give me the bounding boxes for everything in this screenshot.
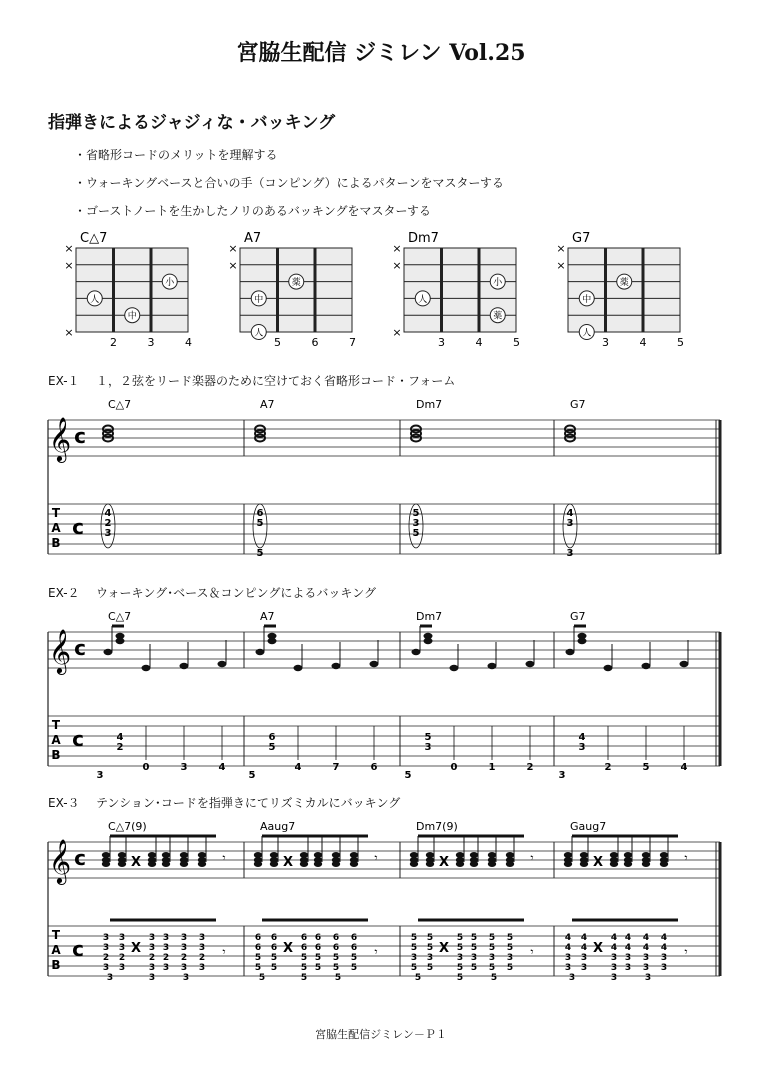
treble-clef-icon: 𝄞 [48, 417, 72, 461]
tab-number: 2 [102, 953, 110, 963]
tab-number: 3 [506, 953, 514, 963]
tab-number: 3 [118, 943, 126, 953]
tab-number: 3 [456, 953, 464, 963]
note-head [412, 649, 421, 655]
ghost-note: X [130, 941, 142, 956]
tab-label-a: A [51, 733, 61, 747]
tab-number: 4 [642, 943, 650, 953]
tab-number: 4 [624, 933, 632, 943]
note-head [142, 665, 151, 671]
tab-number: 3 [106, 973, 114, 983]
tab-number: 5 [314, 953, 322, 963]
chord-diagram [390, 228, 520, 350]
tab-number: 4 [294, 762, 302, 773]
tab-number: 5 [456, 933, 464, 943]
tab-number: 3 [102, 933, 110, 943]
note-head [642, 663, 651, 669]
tab-number: 3 [624, 953, 632, 963]
eighth-rest-icon: 𝄾 [684, 945, 688, 959]
note-head [566, 649, 575, 655]
tab-number: 5 [426, 963, 434, 973]
tab-number: 5 [426, 943, 434, 953]
fretboard [240, 248, 352, 332]
example-number: EX-２ [48, 586, 80, 600]
tab-number: 1 [488, 762, 496, 773]
tab-number: 5 [256, 518, 264, 529]
tab-number: 5 [334, 973, 342, 983]
mute-mark: × [392, 242, 402, 255]
tab-number: 3 [180, 963, 188, 973]
tab-number: 5 [488, 943, 496, 953]
mute-mark: × [392, 326, 402, 339]
tab-number: 5 [414, 973, 422, 983]
tab-label-a: A [51, 943, 61, 957]
tab-number: 3 [642, 953, 650, 963]
tab-number: 3 [488, 953, 496, 963]
finger-label: 小 [493, 278, 503, 289]
eighth-rest-icon: 𝄾 [222, 851, 226, 865]
tab-number: 0 [450, 762, 458, 773]
tab-number: 3 [148, 933, 156, 943]
section-heading: 指弾きによるジャジィな・バッキング [48, 113, 336, 133]
notation-system [0, 592, 762, 792]
fret-number: 3 [147, 336, 155, 349]
tab-number: 3 [198, 963, 206, 973]
tab-number: 5 [270, 963, 278, 973]
note-head [580, 861, 588, 867]
tab-number: 5 [332, 953, 340, 963]
note-head [180, 861, 188, 867]
eighth-rest-icon: 𝄾 [374, 851, 378, 865]
note-head [642, 861, 650, 867]
tab-time-signature: c [72, 727, 84, 751]
tab-number: 3 [410, 953, 418, 963]
finger-label: 中 [582, 294, 592, 305]
ghost-note: X [282, 941, 294, 956]
treble-clef-icon: 𝄞 [48, 629, 72, 673]
mute-mark: × [228, 242, 238, 255]
note-head [370, 661, 379, 667]
tab-number: 6 [270, 933, 278, 943]
tab-number: 3 [660, 963, 668, 973]
fretboard [568, 248, 680, 332]
note-head [488, 663, 497, 669]
tab-number: 3 [182, 973, 190, 983]
tab-number: 3 [102, 943, 110, 953]
tab-number: 0 [142, 762, 150, 773]
note-head [564, 861, 572, 867]
ghost-note: X [130, 855, 142, 870]
tab-number: 5 [506, 943, 514, 953]
tab-number: 3 [558, 770, 566, 781]
tab-number: 2 [104, 518, 112, 529]
tab-number: 3 [198, 943, 206, 953]
chord-symbol: A7 [260, 398, 275, 411]
tab-number: 3 [180, 762, 188, 773]
tab-number: 4 [566, 508, 574, 519]
tab-number: 3 [104, 528, 112, 539]
fret-number: 2 [110, 336, 117, 349]
page-title: 宮脇生配信 ジミレン Vol.25 [236, 40, 526, 66]
fret-number: 4 [185, 336, 192, 349]
ghost-note: X [282, 855, 294, 870]
tab-number: 5 [456, 973, 464, 983]
tab-number: 5 [268, 742, 276, 753]
time-signature: c [74, 424, 86, 448]
finger-label: 薬 [619, 278, 629, 289]
tab-number: 2 [118, 953, 126, 963]
tab-number: 4 [624, 943, 632, 953]
finger-label: 中 [254, 294, 264, 305]
tab-number: 3 [162, 943, 170, 953]
fret-number: 4 [639, 336, 647, 349]
tab-number: 3 [426, 953, 434, 963]
notation-system [0, 380, 762, 580]
note-head [118, 861, 126, 867]
tab-number: 3 [642, 963, 650, 973]
tab-number: 5 [506, 933, 514, 943]
tab-number: 5 [410, 963, 418, 973]
note-head [604, 665, 613, 671]
note-head [268, 638, 277, 644]
chord-symbol: C△7(9) [108, 820, 147, 833]
tab-number: 4 [564, 933, 572, 943]
tab-number: 2 [526, 762, 534, 773]
tab-number: 5 [470, 943, 478, 953]
tab-time-signature: c [72, 937, 84, 961]
fret-number: 3 [602, 336, 609, 349]
tab-label-a: A [51, 521, 61, 535]
chord-diagram [62, 228, 192, 350]
tab-number: 3 [578, 742, 586, 753]
tab-time-signature: c [72, 515, 84, 539]
ghost-note: X [592, 855, 604, 870]
tab-label-b: B [51, 958, 61, 972]
chord-symbol: G7 [570, 610, 586, 623]
chord-symbol: Dm7 [416, 398, 443, 411]
tab-number: 5 [410, 933, 418, 943]
fret-number: 5 [677, 336, 684, 349]
fret-number: 5 [513, 336, 520, 349]
ghost-note: X [592, 941, 604, 956]
tab-number: 3 [580, 953, 588, 963]
chord-symbol: Dm7(9) [416, 820, 458, 833]
eighth-rest-icon: 𝄾 [530, 945, 534, 959]
goal-bullet: ・ゴーストノートを生かしたノリのあるバッキングをマスターする [74, 204, 431, 218]
tab-number: 5 [350, 963, 358, 973]
chord-symbol: Gaug7 [570, 820, 607, 833]
eighth-rest-icon: 𝄾 [530, 851, 534, 865]
example-description: テンション･コードを指弾きにてリズミカルにバッキング [96, 796, 401, 810]
tab-number: 5 [488, 933, 496, 943]
tab-number: 3 [162, 933, 170, 943]
tab-number: 5 [456, 963, 464, 973]
tab-number: 3 [660, 953, 668, 963]
tab-number: 5 [642, 762, 650, 773]
time-signature: c [74, 636, 86, 660]
tab-number: 3 [568, 973, 576, 983]
goal-bullet: ・省略形コードのメリットを理解する [74, 148, 278, 162]
tab-number: 3 [564, 963, 572, 973]
note-head [332, 663, 341, 669]
mute-mark: × [64, 242, 74, 255]
chord-symbol: C△7 [108, 398, 132, 411]
tab-number: 3 [148, 943, 156, 953]
tab-number: 4 [104, 508, 112, 519]
fret-number: 5 [274, 336, 281, 349]
tab-number: 5 [412, 528, 420, 539]
example-description: ウォーキング･ベース＆コンピングによるバッキング [96, 586, 376, 600]
tab-number: 4 [610, 943, 618, 953]
tab-number: 5 [470, 963, 478, 973]
tab-number: 4 [610, 933, 618, 943]
tab-number: 5 [270, 953, 278, 963]
note-head [254, 861, 262, 867]
tab-number: 6 [370, 762, 378, 773]
note-head [506, 861, 514, 867]
note-head [410, 861, 418, 867]
chord-symbol: Aaug7 [260, 820, 296, 833]
eighth-rest-icon: 𝄾 [222, 945, 226, 959]
note-head [660, 861, 668, 867]
note-head [270, 861, 278, 867]
note-head [426, 861, 434, 867]
note-head [104, 649, 113, 655]
chord-name: C△7 [80, 231, 108, 246]
tab-number: 6 [300, 933, 308, 943]
tab-number: 4 [660, 933, 668, 943]
tab-number: 6 [332, 933, 340, 943]
tab-number: 5 [248, 770, 256, 781]
tab-number: 3 [470, 953, 478, 963]
tab-number: 3 [624, 963, 632, 973]
tab-number: 3 [412, 518, 420, 529]
tab-number: 4 [580, 943, 588, 953]
tab-label-t: T [51, 506, 61, 520]
tab-number: 4 [578, 732, 586, 743]
mute-mark: × [64, 258, 74, 272]
tab-number: 3 [96, 770, 104, 781]
tab-number: 3 [118, 963, 126, 973]
tab-number: 6 [256, 508, 264, 519]
tab-number: 4 [642, 933, 650, 943]
tab-number: 4 [116, 732, 124, 743]
tab-number: 2 [604, 762, 612, 773]
tab-number: 3 [180, 943, 188, 953]
chord-symbol: C△7 [108, 610, 132, 623]
note-head [332, 861, 340, 867]
chord-symbol: G7 [570, 398, 586, 411]
note-head [526, 661, 535, 667]
note-head [294, 665, 303, 671]
note-head [218, 661, 227, 667]
note-head [624, 861, 632, 867]
tab-number: 5 [300, 973, 308, 983]
tab-number: 5 [470, 933, 478, 943]
fret-number: 7 [349, 336, 356, 349]
chord-symbol: Dm7 [416, 610, 443, 623]
example-description: １，２弦をリード楽器のために空けておく省略形コード・フォーム [96, 374, 456, 388]
finger-label: 薬 [493, 311, 503, 322]
note-head [424, 638, 433, 644]
tab-number: 5 [456, 943, 464, 953]
tab-number: 3 [566, 548, 574, 559]
note-head [102, 861, 110, 867]
tab-number: 6 [314, 933, 322, 943]
chord-name: Dm7 [408, 231, 439, 246]
note-head [456, 861, 464, 867]
tab-number: 6 [254, 943, 262, 953]
tab-label-t: T [51, 718, 61, 732]
tab-number: 6 [314, 943, 322, 953]
tab-number: 5 [488, 963, 496, 973]
tab-number: 3 [162, 963, 170, 973]
tab-number: 6 [350, 943, 358, 953]
tab-number: 5 [254, 963, 262, 973]
finger-label: 中 [127, 311, 137, 322]
tab-number: 6 [268, 732, 276, 743]
notation-system [0, 802, 762, 1002]
note-head [450, 665, 459, 671]
tab-label-t: T [51, 928, 61, 942]
finger-label: 人 [418, 294, 428, 305]
eighth-rest-icon: 𝄾 [684, 851, 688, 865]
note-head [180, 663, 189, 669]
note-head [148, 861, 156, 867]
fret-number: 4 [475, 336, 483, 349]
note-head [116, 638, 125, 644]
tab-number: 3 [644, 973, 652, 983]
tab-number: 2 [198, 953, 206, 963]
tab-number: 5 [300, 953, 308, 963]
finger-label: 人 [582, 328, 592, 339]
chord-name: G7 [572, 231, 591, 246]
tab-number: 2 [116, 742, 124, 753]
note-head [300, 861, 308, 867]
tab-number: 7 [332, 762, 340, 773]
tab-number: 3 [118, 933, 126, 943]
note-head [314, 861, 322, 867]
tab-number: 2 [148, 953, 156, 963]
tab-number: 5 [404, 770, 412, 781]
tab-number: 3 [580, 963, 588, 973]
tab-number: 5 [424, 732, 432, 743]
tab-number: 3 [610, 953, 618, 963]
ghost-note: X [438, 855, 450, 870]
ghost-note: X [438, 941, 450, 956]
chord-name: A7 [244, 231, 262, 246]
tab-number: 5 [350, 953, 358, 963]
finger-label: 人 [90, 294, 100, 305]
example-number: EX-３ [48, 796, 80, 810]
tab-label-b: B [51, 748, 61, 762]
tab-number: 3 [148, 963, 156, 973]
tab-number: 4 [660, 943, 668, 953]
finger-label: 人 [254, 328, 264, 339]
tab-number: 5 [426, 933, 434, 943]
chord-diagram [554, 228, 684, 350]
fret-number: 3 [438, 336, 445, 349]
mute-mark: × [392, 258, 402, 272]
tab-number: 4 [580, 933, 588, 943]
tab-number: 6 [300, 943, 308, 953]
tab-number: 5 [314, 963, 322, 973]
note-head [680, 661, 689, 667]
treble-clef-icon: 𝄞 [48, 839, 72, 883]
tab-number: 5 [254, 953, 262, 963]
chord-diagram [226, 228, 356, 350]
tab-number: 3 [180, 933, 188, 943]
tab-number: 5 [412, 508, 420, 519]
note-head [350, 861, 358, 867]
tab-number: 3 [610, 973, 618, 983]
tab-number: 5 [506, 963, 514, 973]
tab-number: 5 [300, 963, 308, 973]
note-head [610, 861, 618, 867]
tab-number: 5 [256, 548, 264, 559]
tab-number: 3 [424, 742, 432, 753]
tab-number: 3 [564, 953, 572, 963]
finger-label: 小 [165, 278, 175, 289]
tab-number: 5 [258, 973, 266, 983]
time-signature: c [74, 846, 86, 870]
tab-number: 2 [180, 953, 188, 963]
finger-label: 薬 [291, 278, 301, 289]
mute-mark: × [556, 258, 566, 272]
goal-bullet: ・ウォーキングベースと合いの手（コンピング）によるパターンをマスターする [74, 176, 504, 190]
note-head [578, 638, 587, 644]
tab-number: 5 [332, 963, 340, 973]
tab-number: 4 [564, 943, 572, 953]
tab-number: 6 [254, 933, 262, 943]
tab-number: 3 [102, 963, 110, 973]
tab-number: 5 [490, 973, 498, 983]
eighth-rest-icon: 𝄾 [374, 945, 378, 959]
tab-number: 4 [218, 762, 226, 773]
note-head [198, 861, 206, 867]
tab-number: 6 [332, 943, 340, 953]
note-head [162, 861, 170, 867]
tab-number: 3 [566, 518, 574, 529]
tab-number: 3 [148, 973, 156, 983]
tab-number: 5 [410, 943, 418, 953]
note-head [256, 649, 265, 655]
chord-symbol: A7 [260, 610, 275, 623]
mute-mark: × [64, 326, 74, 339]
mute-mark: × [556, 242, 566, 255]
page-footer: 宮脇生配信ジミレン－Ｐ１ [315, 1028, 447, 1041]
tab-number: 3 [610, 963, 618, 973]
example-number: EX-１ [48, 374, 80, 388]
tab-number: 6 [350, 933, 358, 943]
note-head [488, 861, 496, 867]
mute-mark: × [228, 258, 238, 272]
note-head [470, 861, 478, 867]
tab-number: 2 [162, 953, 170, 963]
tab-number: 4 [680, 762, 688, 773]
tab-number: 6 [270, 943, 278, 953]
fret-number: 6 [311, 336, 319, 349]
tab-label-b: B [51, 536, 61, 550]
tab-number: 3 [198, 933, 206, 943]
